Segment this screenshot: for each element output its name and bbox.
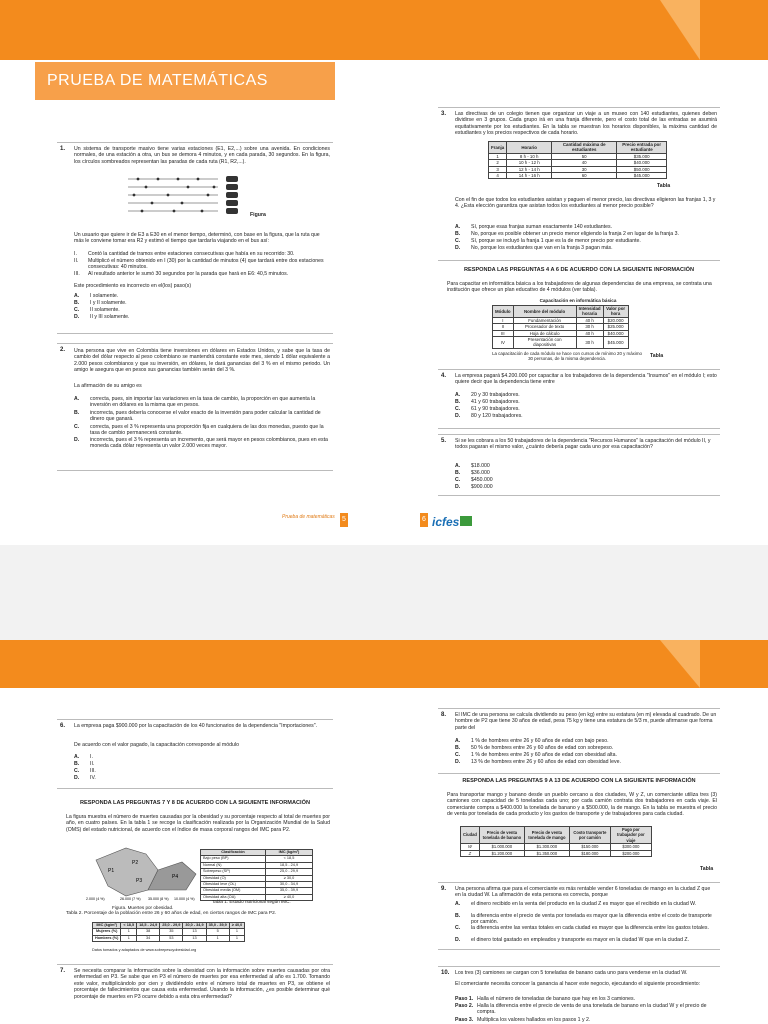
sec913-cell: $1.350.000 — [524, 850, 569, 856]
q3-cell: 2 — [489, 160, 507, 166]
t2-cell: 1 — [121, 929, 137, 935]
map-value: 10.000 (4 %) — [174, 897, 195, 901]
q2-ask: La afirmación de su amigo es — [74, 383, 142, 389]
q5-opt-a-key[interactable]: A. — [455, 463, 461, 469]
t2-cell: 13 — [183, 929, 206, 935]
q4-opt-b-key[interactable]: B. — [455, 399, 461, 405]
source-note: Datos tomados y adaptados de www.sobrepesoyobesidad.org — [92, 948, 197, 952]
sec46-cell: IV — [493, 337, 514, 349]
page-number-left: 5 — [340, 513, 348, 527]
q9-opt-b[interactable]: la diferencia entre el precio de venta por tonelada es mayor que la diferencia entre el costo de transporte por camión. — [471, 913, 712, 926]
logo-text: icfes — [432, 515, 460, 529]
question-6 — [57, 719, 333, 789]
q8-opt-d[interactable]: 13 % de hombres entre 26 y 60 años de edad con obesidad leve. — [471, 759, 621, 765]
q1-opt-a[interactable]: I solamente. — [90, 293, 119, 299]
q5-opt-a[interactable]: $18.000 — [471, 463, 490, 469]
t1-cell: Obesidad (O) — [201, 875, 266, 881]
q3-cell: 30 — [552, 166, 617, 172]
q9-opt-b-key[interactable]: B. — [455, 913, 461, 919]
q10-step-1: Halla el número de toneladas de banano que hay en los 3 camiones. — [477, 996, 636, 1002]
q9-opt-c-key[interactable]: C. — [455, 925, 461, 931]
q3-cell: 14 h - 16 h — [507, 173, 552, 179]
t1-cell: ≥ 40,0 — [266, 894, 313, 900]
q1-step-3: Al resultado anterior le sumó 30 segundos por la parada que hará en E6: 40,5 minutos. — [88, 271, 289, 277]
q1-figure — [128, 175, 244, 219]
sec46-col: Valor por hora — [603, 306, 628, 318]
q1-opt-c-key[interactable]: C. — [74, 307, 80, 313]
sec46-cell: 30 h — [576, 324, 603, 330]
q1-step-2-n: II. — [74, 258, 79, 264]
q9-opt-d[interactable]: el dinero total gastado en empleados y transporte es mayor en la ciudad W que en la ciudad Z. — [471, 937, 690, 943]
q1-opt-a-key[interactable]: A. — [74, 293, 80, 299]
t1-cell: 25,0 - 29,9 — [266, 869, 313, 875]
q6-ask: De acuerdo con el valor pagado, la capacitación corresponde al módulo — [74, 742, 239, 748]
q10-step-3-n: Paso 3. — [455, 1017, 474, 1023]
q3-opt-a-key[interactable]: A. — [455, 224, 461, 230]
sec913-cell: Z — [461, 850, 480, 856]
q8-opt-c-key[interactable]: C. — [455, 752, 461, 758]
t2-col: < 18,5 — [121, 923, 137, 929]
q6-opt-d-key[interactable]: D. — [74, 775, 80, 781]
q2-opt-d-key[interactable]: D. — [74, 437, 80, 443]
route-diagram — [128, 175, 244, 219]
q10-stem: Los tres (3) camiones se cargan con 5 toneladas de banano cada uno para venderse en la ciudad W. — [455, 970, 688, 976]
header-band-2 — [0, 640, 768, 688]
sec913-cell: W — [461, 844, 480, 850]
q10-step-3: Multiplica los valores hallados en los pasos 1 y 2. — [477, 1017, 591, 1023]
q3-cell: $45.000 — [617, 173, 667, 179]
q9-opt-a[interactable]: el dinero recibido en la venta del producto en la ciudad Z es mayor que el recibido en la ciudad W. — [471, 901, 697, 907]
t1-cell: 18,5 - 24,9 — [266, 862, 313, 868]
q10-context: El comerciante necesita conocer la ganancia al hacer este negocio, ejecutando el siguiente procedimiento: — [455, 981, 701, 987]
q3-table-label: Tabla — [657, 183, 671, 189]
map-label: P2 — [132, 860, 139, 866]
q3-col: Cantidad máxima de estudiantes — [552, 142, 617, 154]
header-chevron — [660, 0, 700, 60]
q4-number: 4. — [441, 373, 447, 379]
q3-stem: Las directivas de un colegio tienen que organizar un viaje a un museo con 140 estudiantes, quienes deben dividirse en 3 grupos. Cada grupo irá en una franja diferente, pero el costo total de las entradas se asumirá equitativamente por los estudiantes. En la tabla se muestran los horarios disponibles, la máxima cantidad de estudiantes y los precios respectivos de cada horario. — [455, 111, 717, 137]
sec913-cell: $1.300.000 — [524, 844, 569, 850]
table-2 — [92, 922, 245, 942]
q1-step-1: Contó la cantidad de tramos entre estaciones consecutivas que había en su recorrido: 30. — [88, 251, 295, 257]
t2-cell: 1 — [206, 935, 229, 941]
q3-opt-b[interactable]: No, porque es posible obtener un precio menor eligiendo la franja 2 en lugar de la franja 3. — [471, 231, 679, 237]
map-value: 26.000 (7 %) — [120, 897, 141, 901]
q3-opt-c-key[interactable]: C. — [455, 238, 461, 244]
footer-subject: Prueba de matemáticas — [282, 514, 335, 520]
q2-opt-c[interactable]: correcta, pues el 3 % representa una proporción fija en cualquiera de las dos monedas, puesto que la tasa de cambio permanecerá constante. — [90, 424, 324, 437]
q3-cell: 4 — [489, 173, 507, 179]
q9-number: 9. — [441, 886, 447, 892]
q1-ask: Este procedimiento es incorrecto en el(los) paso(s) — [74, 283, 192, 289]
q5-opt-b-key[interactable]: B. — [455, 470, 461, 476]
t2-cell: 13 — [183, 935, 206, 941]
q4-opt-b[interactable]: 41 y 60 trabajadores. — [471, 399, 520, 405]
t1-cell: < 18,5 — [266, 856, 313, 862]
q1-fig-label: Figura — [250, 212, 266, 218]
page-number-right: 6 — [420, 513, 428, 527]
q8-opt-a[interactable]: 1 % de hombres entre 26 y 60 años de edad con bajo peso. — [471, 738, 609, 744]
sec46-cell: I — [493, 317, 514, 323]
q3-opt-d-key[interactable]: D. — [455, 245, 461, 251]
q5-stem: Si se les cobrara a los 50 trabajadores de la dependencia "Recursos Humanos" la capacitación del módulo II, y todos pagaran el mismo valor, ¿cuánto debería pagar cada uno por esa capacitación? — [455, 438, 711, 451]
t2-col: ≥ 40,0 — [229, 923, 245, 929]
t2-col: IMC (kg/m²) — [93, 923, 121, 929]
q2-stem: Una persona que vive en Colombia tiene inversiones en dólares en Estados Unidos, y sabe que la tasa de cambio del dólar respecto al peso colombiano se mantendrá constante este mes, siendo 1 dólar equivalente a 2.000 pesos colombianos y que su inversión, en dólares, le dará ganancias del 3 % en el mismo periodo. Un amigo le asegura que en pesos sus ganancias también serán del 3 %. — [74, 348, 330, 374]
t1-cell: 30,0 - 34,9 — [266, 882, 313, 888]
q4-opt-d-key[interactable]: D. — [455, 413, 461, 419]
t2-cell: 38 — [137, 929, 160, 935]
q5-opt-b[interactable]: $36.000 — [471, 470, 490, 476]
q8-opt-d-key[interactable]: D. — [455, 759, 461, 765]
section-9-13-title: RESPONDA LAS PREGUNTAS 9 A 13 DE ACUERDO CON LA SIGUIENTE INFORMACIÓN — [462, 778, 696, 784]
table-1-caption: Tabla 1. Estado nutricional según IMC. — [212, 899, 291, 904]
q1-number: 1. — [60, 146, 66, 152]
t1-cell: Obesidad leve (OL) — [201, 882, 266, 888]
section-7-8-title: RESPONDA LAS PREGUNTAS 7 Y 8 DE ACUERDO CON LA SIGUIENTE INFORMACIÓN — [80, 800, 310, 806]
q6-number: 6. — [60, 723, 66, 729]
map-label: P1 — [108, 868, 115, 874]
t1-col: IMC (kg/m²) — [266, 850, 313, 856]
q8-opt-b-key[interactable]: B. — [455, 745, 461, 751]
sec46-cell: Procesador de texto — [513, 324, 576, 330]
q2-opt-a-key[interactable]: A. — [74, 396, 80, 402]
q9-opt-c[interactable]: la diferencia entre las ventas totales en cada ciudad es mayor que la diferencia entre los gastos totales. — [471, 925, 709, 931]
t2-cell: 1 — [229, 929, 245, 935]
q1-step-3-n: III. — [74, 271, 80, 277]
q6-opt-a[interactable]: I. — [90, 754, 93, 760]
q2-number: 2. — [60, 347, 66, 353]
q4-opt-a-key[interactable]: A. — [455, 392, 461, 398]
q3-table — [488, 141, 667, 179]
q3-cell: 12 h - 14 h — [507, 166, 552, 172]
q1-stem: Un sistema de transporte masivo tiene varias estaciones (E1, E2,...) sobre una avenida. En condiciones normales, de una estación a otra, un bus se demora 4 minutos, y en cada parada, 30 segundos. En la figura, los círculos sombreados representan las paradas de cada ruta (R1, R2,...). — [74, 146, 330, 165]
q1-opt-b[interactable]: I y II solamente. — [90, 300, 127, 306]
q3-number: 3. — [441, 111, 447, 117]
t1-cell: ≥ 30,0 — [266, 875, 313, 881]
sec913-cell: $180.000 — [569, 850, 610, 856]
q2-opt-a[interactable]: correcta, pues, sin importar las variaciones en la tasa de cambio, la proporción en que aumenta la inversión en dólares es la misma que en pesos. — [90, 396, 316, 409]
obesity-map — [86, 840, 206, 902]
q8-opt-b[interactable]: 50 % de hombres entre 26 y 60 años de edad con sobrepeso. — [471, 745, 614, 751]
sec46-col: Intensidad horaria — [576, 306, 603, 318]
section-9-13-text: Para transportar mango y banano desde un pueblo cercano a dos ciudades, W y Z, un comerciante utiliza tres (3) camiones con capacidad de 5 toneladas cada uno; por cada camión contrata dos trabajadores en cada viaje. El comerciante compra a $400.000 la tonelada de banano y a $500.000, la de mango. En la tabla se muestra el precio de venta por tonelada de cada producto y los gastos de transporte y de trabajadores para cada ciudad. — [447, 792, 717, 818]
q1-opt-d-key[interactable]: D. — [74, 314, 80, 320]
sec913-cell: $1.200.000 — [479, 850, 524, 856]
figure-caption: Figura. Muertes por obesidad. — [112, 905, 174, 910]
q4-stem: La empresa pagará $4.200.000 por capacitar a los trabajadores de la dependencia "Insumos" en el módulo I; esto quiere decir que la dependencia tiene entre — [455, 373, 717, 386]
sec46-cell: Hoja de cálculo — [513, 330, 576, 336]
section-4-6-text: Para capacitar en informática básica a los trabajadores de algunas dependencias de una empresa, se contrata una institución que ofrece un plan educativo de 4 módulos (ver tabla). — [447, 281, 712, 294]
sec46-cell: 40 h — [576, 317, 603, 323]
map-value: 2.000 (4 %) — [86, 897, 105, 901]
q9-stem: Una persona afirma que para el comerciante es más rentable vender 6 toneladas de mango en la ciudad Z que en la ciudad W. La afirmación de esta persona es correcta, porque — [455, 886, 711, 899]
q4-opt-d[interactable]: 80 y 120 trabajadores. — [471, 413, 523, 419]
section-4-6-title: RESPONDA LAS PREGUNTAS 4 A 6 DE ACUERDO CON LA SIGUIENTE INFORMACIÓN — [463, 267, 695, 273]
q5-opt-d[interactable]: $900.000 — [471, 484, 493, 490]
sec913-cell: $300.000 — [610, 844, 651, 850]
sec913-cell: $1.000.000 — [479, 844, 524, 850]
sec913-table-label: Tabla — [700, 866, 714, 872]
map-label: P3 — [136, 878, 143, 884]
q2-opt-c-key[interactable]: C. — [74, 424, 80, 430]
sec46-cell: 40 h — [576, 330, 603, 336]
t1-col: Clasificación — [201, 850, 266, 856]
q10-number: 10. — [441, 970, 450, 976]
q4-opt-c-key[interactable]: C. — [455, 406, 461, 412]
sec913-cell: $200.000 — [610, 850, 651, 856]
q8-number: 8. — [441, 712, 447, 718]
q2-opt-d[interactable]: incorrecta, pues el 3 % representa un incremento, que será mayor en pesos colombianos, pues en esta moneda cada dólar representa un valor 2.000 veces mayor. — [90, 437, 328, 450]
q3-opt-b-key[interactable]: B. — [455, 231, 461, 237]
t1-cell: Bajo peso (BP) — [201, 856, 266, 862]
t1-cell: Obesidad alta (OA) — [201, 894, 266, 900]
t2-col: 35,0 - 39,9 — [206, 923, 229, 929]
page-title: PRUEBA DE MATEMÁTICAS — [47, 72, 268, 89]
q9-opt-d-key[interactable]: D. — [455, 937, 461, 943]
q6-stem: La empresa paga $900.000 por la capacitación de los 40 funcionarios de la dependencia "Importaciones". — [74, 723, 318, 729]
sec46-cell: $40.000 — [603, 330, 628, 336]
sec46-col: Nombre del módulo — [513, 306, 576, 318]
t2-col: 18,5 - 24,9 — [137, 923, 160, 929]
t2-cell: 53 — [160, 935, 183, 941]
sec913-col: Pago por trabajador por viaje — [610, 827, 651, 844]
q7-stem: Se necesita comparar la información sobre la obesidad con la información sobre muertes causadas por otra enfermedad en P3. Se sabe que en P3 el número de muertes por esa enfermedad al año es 1.700. Tomando este valor, multiplicándolo por cien y dividiéndolo entre el número total de muertes en P3, se obtiene el porcentaje de fallecimientos que causa esta enfermedad. Usando la información, ¿es posible determinar qué porcentaje de muertes en P3 ocurre debido a esta otra enfermedad? — [74, 968, 330, 1000]
sec46-cell: 30 h — [576, 337, 603, 349]
q3-opt-a[interactable]: Sí, porque esas franjas suman exactamente 140 estudiantes. — [471, 224, 613, 230]
sec913-col: Precio de venta tonelada de banano — [479, 827, 524, 844]
sec913-cell: $150.000 — [569, 844, 610, 850]
t1-cell: 35,0 - 39,9 — [266, 888, 313, 894]
q8-opt-c[interactable]: 1 % de hombres entre 26 y 60 años de edad con obesidad alta. — [471, 752, 617, 758]
q7-number: 7. — [60, 968, 66, 974]
sec913-table — [460, 826, 652, 857]
q2-opt-b-key[interactable]: B. — [74, 410, 80, 416]
q3-cell: 8 h - 10 h — [507, 153, 552, 159]
q1-step-2: Multiplicó el número obtenido en I (30) por la cantidad de minutos (4) que tardará entre dos estaciones consecutivas: 40 minutos. — [88, 258, 324, 271]
q3-cell: $50.000 — [617, 166, 667, 172]
q3-ask: Con el fin de que todos los estudiantes asistan y paguen el menor precio, las directivas eligieron las franjas 1, 3 y 4. ¿Esta elección garantiza que asistan todos los estudiantes al menor precio posible? — [455, 197, 716, 210]
q4-opt-a[interactable]: 20 y 30 trabajadores. — [471, 392, 520, 398]
map-label: P4 — [172, 874, 179, 880]
q3-cell: 1 — [489, 153, 507, 159]
t2-cell: 34 — [137, 935, 160, 941]
sec46-table-title: Capacitación en informática básica — [539, 298, 617, 303]
q3-cell: $35.000 — [617, 153, 667, 159]
q5-opt-c[interactable]: $450.000 — [471, 477, 493, 483]
sec913-col: Precio de venta tonelada de mango — [524, 827, 569, 844]
t1-cell: Sobrepeso (SP) — [201, 869, 266, 875]
q8-stem: El IMC de una persona se calcula dividiendo su peso (en kg) entre su estatura (en m) elevada al cuadrado. De un hombre de P2 que tiene 30 años de edad, pesa 75 kg y tiene una estatura de 5/3 m, puede afirmarse que forma parte del — [455, 712, 717, 731]
icfes-logo — [432, 515, 472, 529]
q4-opt-c[interactable]: 61 y 90 trabajadores. — [471, 406, 520, 412]
sec46-cell: III — [493, 330, 514, 336]
q1-opt-d[interactable]: II y III solamente. — [90, 314, 130, 320]
q1-step-1-n: I. — [74, 251, 77, 257]
q9-opt-a-key[interactable]: A. — [455, 901, 461, 907]
q3-opt-d[interactable]: No, porque los estudiantes que van en la franja 3 pagan más. — [471, 245, 613, 251]
q6-opt-b[interactable]: II. — [90, 761, 95, 767]
q3-cell: 40 — [552, 160, 617, 166]
t2-cell: 1 — [121, 935, 137, 941]
header-band — [0, 0, 768, 60]
q1-context: Un usuario que quiere ir de E3 a E30 en el menor tiempo, determinó, con base en la figura, que la ruta que más le conviene tomar era R2 y estimó el tiempo que tardaría viajando en el bus así: — [74, 232, 320, 245]
q3-cell: 60 — [552, 173, 617, 179]
q5-number: 5. — [441, 438, 447, 444]
sec46-cell: $25.000 — [603, 324, 628, 330]
q2-opt-b[interactable]: incorrecta, pues debería conocerse el valor exacto de la inversión para poder calcular la cantidad de dinero que ganará. — [90, 410, 321, 423]
q3-col: Horario — [507, 142, 552, 154]
sec46-cell: $45.000 — [603, 337, 628, 349]
q6-opt-c[interactable]: III. — [90, 768, 96, 774]
t2-cell: Hombres (%) — [93, 935, 121, 941]
q3-cell: 50 — [552, 153, 617, 159]
q1-opt-c[interactable]: II solamente. — [90, 307, 120, 313]
sec46-cell: II — [493, 324, 514, 330]
map-value: 35.000 (8 %) — [148, 897, 169, 901]
sec46-cell: Presentación con diapositivas — [513, 337, 576, 349]
t2-cell: 5 — [206, 929, 229, 935]
sec913-col: Ciudad — [461, 827, 480, 844]
sec913-col: Costo transporte por camión — [569, 827, 610, 844]
q6-opt-b-key[interactable]: B. — [74, 761, 80, 767]
q10-step-2-n: Paso 2. — [455, 1003, 474, 1009]
sec46-note: La capacitación de cada módulo se hace con cursos de mínimo 20 y máximo 30 personas, de la misma dependencia. — [492, 351, 642, 362]
t2-cell: 35 — [160, 929, 183, 935]
table-1 — [200, 849, 313, 901]
q6-opt-a-key[interactable]: A. — [74, 754, 80, 760]
q10-step-2: Halla la diferencia entre el precio de venta de una tonelada de banano en la ciudad W y el precio de compra. — [477, 1003, 707, 1016]
q5-opt-d-key[interactable]: D. — [455, 484, 461, 490]
q6-opt-d[interactable]: IV. — [90, 775, 96, 781]
q3-col: Franja — [489, 142, 507, 154]
t2-cell: 1 — [229, 935, 245, 941]
section-7-8-text: La figura muestra el número de muertes causadas por la obesidad y su porcentaje respecto al total de muertes por año, en cuatro países. En la tabla 1 se recoge la clasificación realizada por la Organización Mundial de la Salud (OMS) del estado nutricional, de acuerdo con el índice de masa corporal rangos del IMC para P2. — [66, 814, 330, 833]
sec46-cell: $20.000 — [603, 317, 628, 323]
q6-opt-c-key[interactable]: C. — [74, 768, 80, 774]
t1-cell: Normal (N) — [201, 862, 266, 868]
q3-cell: 3 — [489, 166, 507, 172]
t2-col: 30,0 - 34,9 — [183, 923, 206, 929]
q8-opt-a-key[interactable]: A. — [455, 738, 461, 744]
page-gap — [0, 545, 768, 640]
sec46-col: Módulo — [493, 306, 514, 318]
q1-opt-b-key[interactable]: B. — [74, 300, 80, 306]
t1-cell: Obesidad media (OM) — [201, 888, 266, 894]
t2-cell: Mujeres (%) — [93, 929, 121, 935]
sec46-cell: Fundamentación — [513, 317, 576, 323]
q10-step-1-n: Paso 1. — [455, 996, 474, 1002]
sec46-table-label: Tabla — [650, 353, 664, 359]
t2-col: 25,0 - 29,9 — [160, 923, 183, 929]
q3-col: Precio entrada por estudiante — [617, 142, 667, 154]
sec46-table — [492, 305, 629, 349]
q3-cell: $40.000 — [617, 160, 667, 166]
q3-opt-c[interactable]: Sí, porque se incluyó la franja 1 que es la de menor precio por estudiante. — [471, 238, 641, 244]
logo-mark-icon — [460, 516, 472, 526]
header-chevron-2 — [660, 640, 700, 688]
q5-opt-c-key[interactable]: C. — [455, 477, 461, 483]
title-box — [35, 62, 335, 100]
bottom-spread — [0, 640, 768, 1024]
table-2-caption: Tabla 2. Porcentaje de la población entre 26 y 60 años de edad, en ciertos rangos de IMC para P2. — [66, 911, 277, 916]
q3-cell: 10 h - 12 h — [507, 160, 552, 166]
